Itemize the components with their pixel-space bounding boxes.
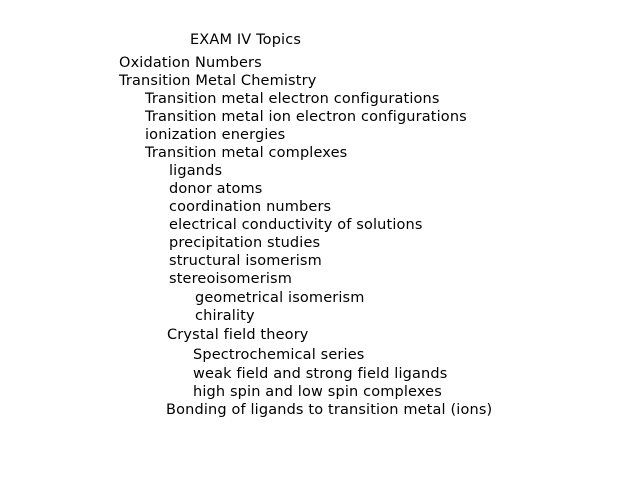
- item-bonding-of-ligands: Bonding of ligands to transition metal (ions): [166, 402, 493, 418]
- subtopic-ionization-energies: ionization energies: [145, 127, 286, 143]
- subtopic-transition-metal-complexes: Transition metal complexes: [145, 145, 348, 161]
- item-donor-atoms: donor atoms: [169, 181, 263, 197]
- topic-oxidation-numbers: Oxidation Numbers: [119, 55, 262, 71]
- item-structural-isomerism: structural isomerism: [169, 253, 322, 269]
- item-chirality: chirality: [195, 308, 255, 324]
- item-ligands: ligands: [169, 163, 223, 179]
- topic-transition-metal-chemistry: Transition Metal Chemistry: [119, 73, 317, 89]
- item-weak-strong-field-ligands: weak field and strong field ligands: [193, 366, 448, 382]
- item-coordination-numbers: coordination numbers: [169, 199, 332, 215]
- item-high-low-spin-complexes: high spin and low spin complexes: [193, 384, 442, 400]
- item-geometrical-isomerism: geometrical isomerism: [195, 290, 365, 306]
- item-precipitation-studies: precipitation studies: [169, 235, 321, 251]
- item-electrical-conductivity: electrical conductivity of solutions: [169, 217, 423, 233]
- subtopic-electron-configurations: Transition metal electron configurations: [145, 91, 440, 107]
- page-title: EXAM IV Topics: [190, 32, 302, 48]
- item-crystal-field-theory: Crystal field theory: [167, 327, 309, 343]
- subtopic-ion-electron-configurations: Transition metal ion electron configurations: [145, 109, 467, 125]
- item-stereoisomerism: stereoisomerism: [169, 271, 293, 287]
- item-spectrochemical-series: Spectrochemical series: [193, 347, 365, 363]
